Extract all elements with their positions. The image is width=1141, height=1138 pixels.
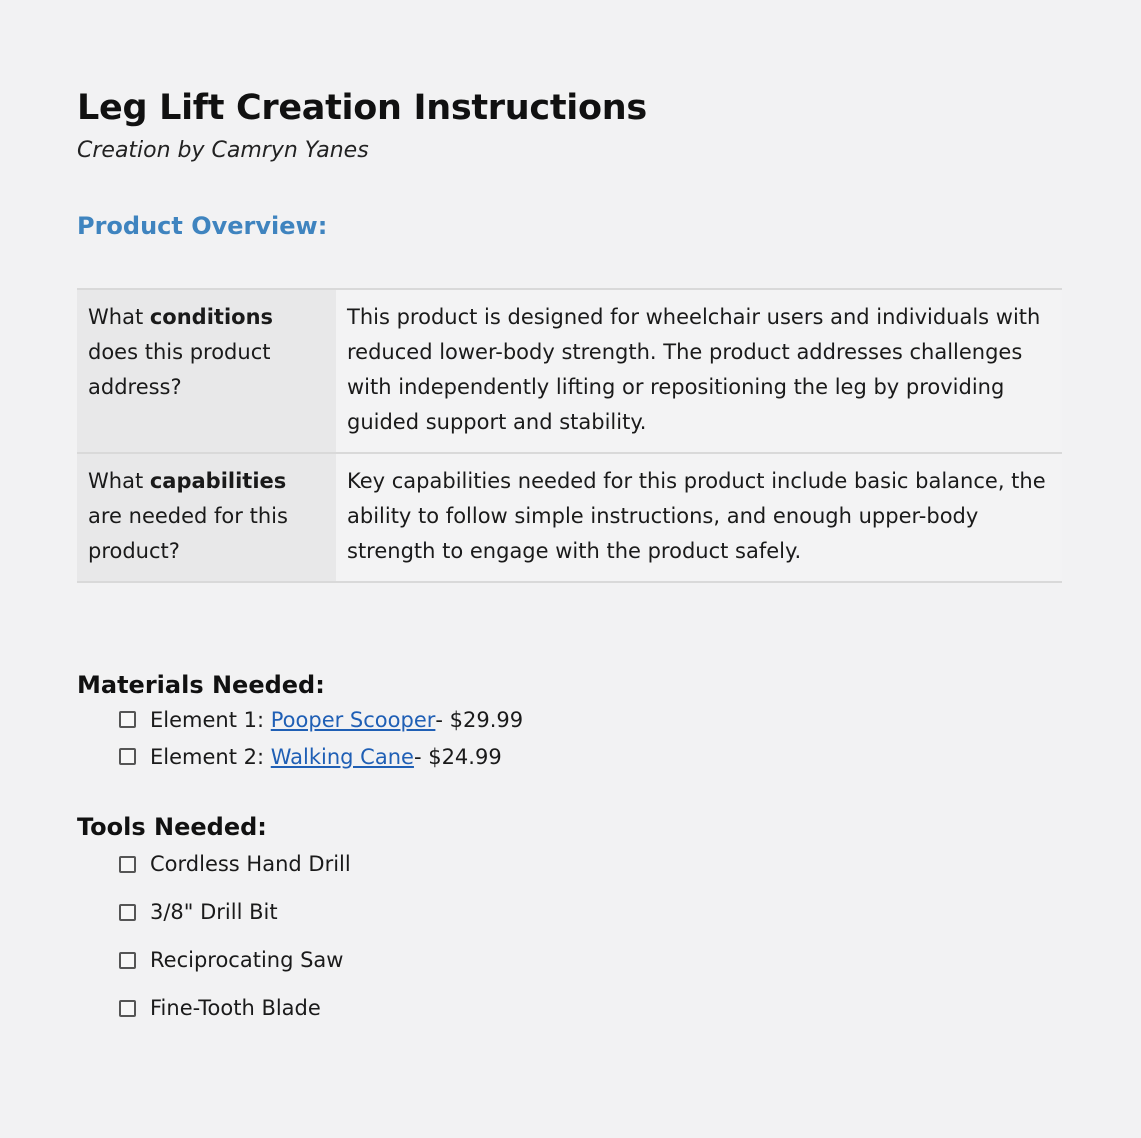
- material-1-price: - $29.99: [435, 707, 524, 732]
- question-keyword: capabilities: [149, 469, 287, 493]
- page-title: Leg Lift Creation Instructions: [77, 88, 647, 128]
- tools-checklist: [77, 840, 1062, 1032]
- tool-1-checkbox[interactable]: [119, 856, 136, 873]
- tool-1-label: Cordless Hand Drill: [150, 852, 351, 876]
- question-suffix: does this product address?: [88, 340, 271, 399]
- question-prefix: What: [88, 469, 150, 493]
- material-2-prefix: Element 2:: [150, 744, 265, 769]
- tools-heading: Tools Needed:: [77, 813, 267, 841]
- tool-4-label: Fine-Tooth Blade: [150, 996, 321, 1020]
- question-suffix: are needed for this product?: [88, 504, 288, 563]
- tool-2-label: 3/8" Drill Bit: [150, 900, 278, 924]
- product-overview-table: [77, 288, 1062, 583]
- table-row: [77, 289, 1062, 453]
- tool-3-label: Reciprocating Saw: [150, 948, 344, 972]
- walking-cane-link[interactable]: Walking Cane: [270, 744, 414, 769]
- question-prefix: What: [88, 305, 150, 329]
- material-item: [119, 701, 1062, 738]
- answer-cell: Key capabilities needed for this product include basic balance, the ability to follow simple instructions, and enough upper-body strength to engage with the product safely.: [336, 453, 1062, 582]
- table-row: [77, 453, 1062, 582]
- tool-item: [119, 840, 1062, 888]
- material-1-prefix: Element 1:: [150, 707, 265, 732]
- pooper-scooper-link[interactable]: Pooper Scooper: [270, 707, 436, 732]
- tool-3-checkbox[interactable]: [119, 952, 136, 969]
- tool-item: [119, 888, 1062, 936]
- tool-item: [119, 984, 1062, 1032]
- document: [77, 86, 1062, 1032]
- materials-checklist: [77, 701, 1062, 775]
- material-item: [119, 738, 1062, 775]
- question-cell: [77, 289, 336, 453]
- answer-cell: This product is designed for wheelchair users and individuals with reduced lower-body strength. The product addresses challenges with independently lifting or repositioning the leg by providing guided support and stability.: [336, 289, 1062, 453]
- product-overview-heading: Product Overview:: [77, 212, 328, 240]
- tool-2-checkbox[interactable]: [119, 904, 136, 921]
- question-cell: [77, 453, 336, 582]
- tool-4-checkbox[interactable]: [119, 1000, 136, 1017]
- tool-item: [119, 936, 1062, 984]
- materials-heading: Materials Needed:: [77, 671, 325, 699]
- question-keyword: conditions: [149, 305, 274, 329]
- material-2-price: - $24.99: [413, 744, 502, 769]
- material-2-checkbox[interactable]: [119, 748, 136, 765]
- author-line: Creation by Camryn Yanes: [77, 138, 369, 163]
- material-1-checkbox[interactable]: [119, 711, 136, 728]
